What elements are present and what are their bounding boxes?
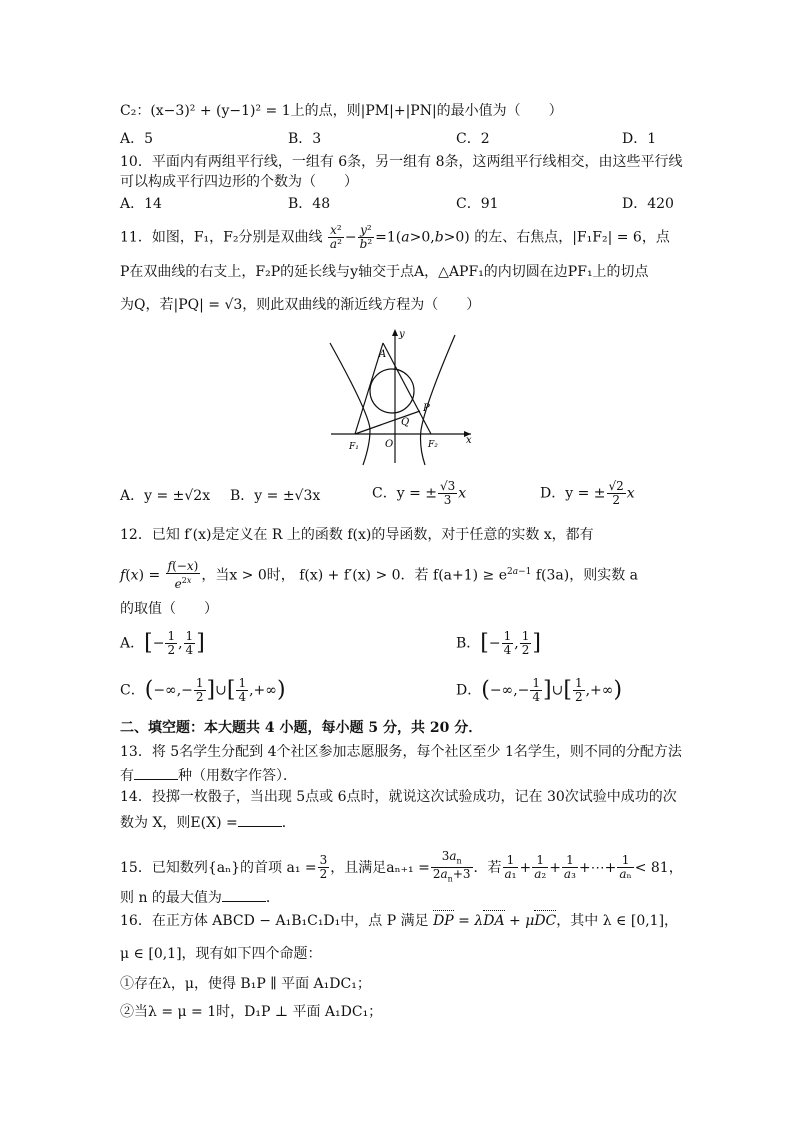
q16-proposition-1: ①存在λ，μ，使得 B₁P ∥ 平面 A₁DC₁； bbox=[120, 976, 371, 992]
q12-option-b-label: B． bbox=[456, 635, 481, 652]
q11-stem-line3: 为Q，若|PQ| = √3，则此双曲线的渐近线方程为（ ） bbox=[120, 297, 481, 313]
q15-stem-line1-b: ，且满足aₙ₊₁ = bbox=[330, 859, 430, 876]
q12-stem-line3: 的取值（ ） bbox=[120, 601, 218, 617]
q13-answer-blank[interactable] bbox=[134, 765, 178, 780]
q15-stem-line2-a: 则 n 的最大值为 bbox=[120, 890, 222, 906]
q13-stem-line2-b: 种（用数字作答）． bbox=[178, 768, 297, 784]
hyperbola-figure bbox=[325, 325, 475, 470]
q15-stem-line2 bbox=[120, 887, 280, 907]
q15-stem-line2-b: ． bbox=[265, 890, 280, 906]
q9-option-d[interactable]: D．1 bbox=[622, 131, 657, 147]
q15-stem-line1: 15．已知数列{aₙ}的首项 a₁ = $\frac{3}{2}$ ，且满足aₙ₊₁ = $\frac{3a_n}{2a_n+3}$ ．若 $\frac{1}{\text{a₁}}$ + $\frac{1}{\text{a₂}}$ + $\frac{1}{\text{a₃}}$ +⋯+ $\frac{1}{\text{aₙ}}$ < 81， bbox=[120, 849, 683, 884]
q11-stem-line1: 11．如图，F₁，F₂分别是双曲线 $\frac{\text{x²}}{\text{a²}}$ − $\frac{\text{y²}}{\text{b²}}$ =1(a>0,b>0) 的左、右焦点，|F₁F₂| = 6，点 bbox=[120, 223, 670, 251]
q12-option-a[interactable]: A．[− $\frac{1}{2}$ , $\frac{1}{4}$ ] bbox=[120, 629, 205, 657]
hyperbola-frac-x: $\frac{\text{x²}}{\text{a²}}$ bbox=[329, 223, 342, 251]
section-title-fill-in: 二、填空题：本大题共 4 小题，每小题 5 分，共 20 分． bbox=[120, 720, 483, 736]
q13-stem-line2 bbox=[120, 765, 297, 785]
q14-answer-blank[interactable] bbox=[238, 812, 282, 827]
q11-option-b[interactable]: B．y = ±√3x bbox=[230, 488, 321, 504]
q12-stem-line2: f(x) = $\frac{f(-x)}{e^{2x}}$ ，当x > 0时， f(x) + f′(x) > 0．若 $f(a+1) \ge e^{2a-1}$ f(3a)，则实数 a bbox=[120, 559, 639, 591]
q11-option-c[interactable]: C．y = ± $\frac{√3}{3}$ x bbox=[372, 479, 467, 507]
q10-option-b[interactable]: B．48 bbox=[288, 196, 331, 212]
q9-stem-tail: C₂：(x−3)² + (y−1)² = 1上的点，则|PM|+|PN|的最小值为（ ） bbox=[120, 103, 563, 119]
q11-stem-line1-b: 的左、右焦点，|F₁F₂| = 6，点 bbox=[474, 229, 670, 246]
line-f1p bbox=[355, 411, 420, 434]
q16-proposition-2: ②当λ = μ = 1时，D₁P ⊥ 平面 A₁DC₁； bbox=[120, 1004, 383, 1020]
q11-stem-line2: P在双曲线的右支上，F₂P的延长线与y轴交于点A，△APF₁的内切圆在边PF₁上的切点 bbox=[120, 264, 649, 280]
label-f2: F₂ bbox=[428, 440, 438, 450]
q12-option-c[interactable]: C．(−∞,− $\frac{1}{2}$ ]∪[ $\frac{1}{4}$ ,+∞) bbox=[120, 676, 286, 704]
q10-stem-line1: 10．平面内有两组平行线，一组有 6条，另一组有 8条，这两组平行线相交，由这些平行线 bbox=[120, 154, 683, 170]
q12-option-c-label: C． bbox=[120, 682, 145, 699]
q10-option-d[interactable]: D．420 bbox=[622, 196, 674, 212]
q9-option-a[interactable]: A．5 bbox=[120, 131, 154, 147]
q15-stem-line1-c: ．若 bbox=[473, 859, 502, 876]
q16-stem-line1: 16．在正方体 ABCD − A₁B₁C₁D₁中，点 P 满足 DP = λDA + μDC，其中 λ ∈ [0,1]， bbox=[120, 913, 679, 929]
label-o: O bbox=[385, 439, 394, 450]
q10-stem-line2: 可以构成平行四边形的个数为（ ） bbox=[120, 174, 358, 190]
q12-stem-line1: 12．已知 f′(x)是定义在 R 上的函数 f(x)的导函数，对于任意的实数 x，都有 bbox=[120, 527, 594, 543]
q15-stem-line1-a: 15．已知数列{aₙ}的首项 a₁ = bbox=[120, 859, 317, 876]
q10-option-c[interactable]: C．91 bbox=[456, 196, 499, 212]
q12-option-a-label: A． bbox=[120, 635, 145, 652]
q14-stem-line1: 14．投掷一枚骰子，当出现 5点或 6点时，就说这次试验成功，记在 30次试验中成功的次 bbox=[120, 789, 677, 805]
q11-option-d-label: D．y = ± bbox=[540, 485, 606, 502]
label-a: A bbox=[379, 349, 387, 360]
q11-option-a[interactable]: A．y = ±√2x bbox=[120, 488, 211, 504]
q12-option-d[interactable]: D．(−∞,− $\frac{1}{4}$ ]∪[ $\frac{1}{2}$ ,+∞) bbox=[456, 676, 623, 704]
q12-stem-line2-end: f(3a)，则实数 a bbox=[535, 567, 639, 584]
y-axis-arrow-icon bbox=[392, 329, 398, 336]
label-f1: F₁ bbox=[349, 442, 359, 452]
hyperbola-frac-y: $\frac{\text{y²}}{\text{b²}}$ bbox=[359, 223, 373, 251]
q12-stem-line2-tail: ，当x > 0时， f(x) + f′(x) > 0．若 f(a+1) ≥ e bbox=[201, 567, 508, 584]
q15-answer-blank[interactable] bbox=[222, 887, 266, 902]
q15-stem-line1-d: < 81， bbox=[634, 859, 683, 876]
label-x: x bbox=[466, 435, 472, 446]
q14-stem-line2-a: 数为 X，则E(X) = bbox=[120, 815, 238, 831]
q13-stem-line1: 13．将 5名学生分配到 4个社区参加志愿服务，每个社区至少 1名学生，则不同的分配方法 bbox=[120, 744, 682, 760]
q9-option-c[interactable]: C．2 bbox=[456, 131, 490, 147]
q11-option-c-label: C．y = ± bbox=[372, 485, 437, 502]
q12-option-d-label: D． bbox=[456, 682, 482, 699]
label-p: P bbox=[423, 403, 430, 414]
q16-stem-line1-a: 16．在正方体 ABCD − A₁B₁C₁D₁中，点 P 满足 bbox=[120, 913, 429, 929]
q13-stem-line2-a: 有 bbox=[120, 768, 134, 784]
label-q: Q bbox=[401, 417, 410, 428]
q14-stem-line2 bbox=[120, 812, 296, 832]
q9-option-b[interactable]: B．3 bbox=[288, 131, 322, 147]
q16-stem-line2: μ ∈ [0,1]，现有如下四个命题： bbox=[120, 946, 322, 962]
q11-stem-line1-a: 11．如图，F₁，F₂分别是双曲线 bbox=[120, 229, 323, 246]
q14-stem-line2-b: ． bbox=[281, 815, 296, 831]
q10-option-a[interactable]: A．14 bbox=[120, 196, 162, 212]
q16-stem-line1-b: ，其中 λ ∈ [0,1]， bbox=[556, 913, 679, 929]
q11-option-d[interactable]: D．y = ± $\frac{√2}{2}$ x bbox=[540, 479, 635, 507]
q12-option-b[interactable]: B．[− $\frac{1}{4}$ , $\frac{1}{2}$ ] bbox=[456, 629, 541, 657]
label-y: y bbox=[399, 329, 405, 340]
incircle bbox=[370, 369, 414, 413]
